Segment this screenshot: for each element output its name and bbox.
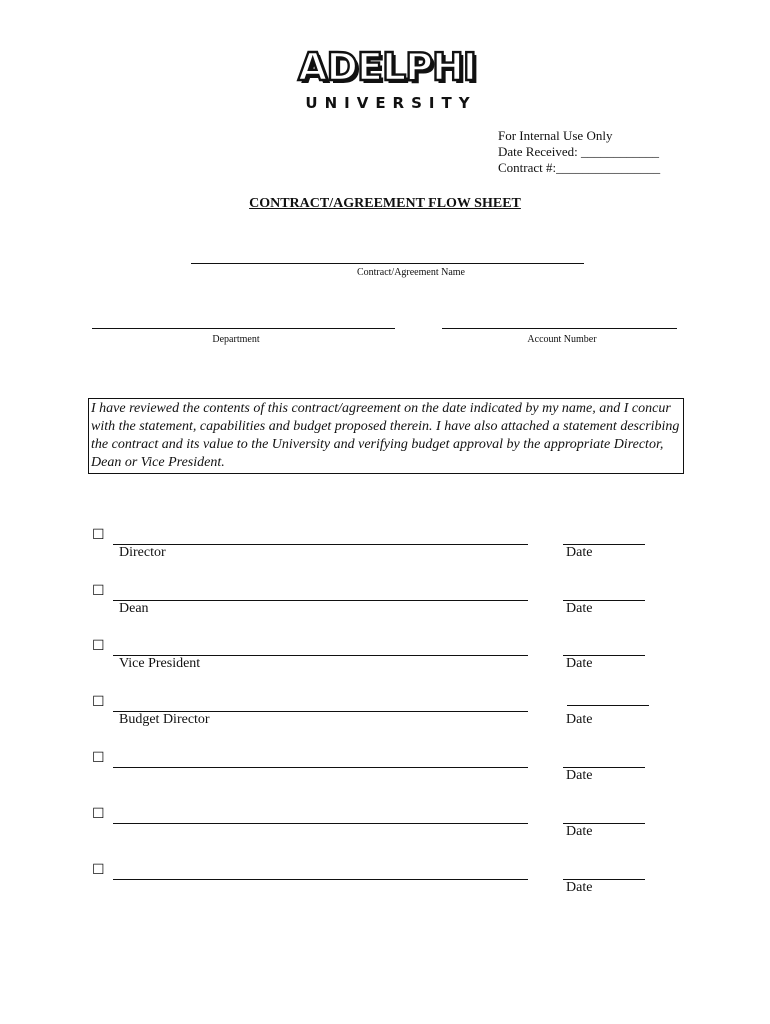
department-label: Department: [212, 334, 260, 345]
contract-number-field: Contract #:________________: [498, 160, 661, 175]
date-label: Date: [566, 880, 593, 895]
approval-checkbox[interactable]: ☐: [92, 806, 105, 822]
contract-name-label: Contract/Agreement Name: [356, 267, 465, 278]
department-line[interactable]: [92, 328, 395, 329]
page-title: CONTRACT/AGREEMENT FLOW SHEET: [249, 196, 521, 211]
logo-subtitle: UNIVERSITY: [305, 94, 477, 112]
signer-role-label: Vice President: [119, 656, 201, 671]
signature-line[interactable]: [113, 823, 528, 824]
date-label: Date: [566, 768, 593, 783]
internal-use-label: For Internal Use Only: [498, 128, 613, 143]
contract-name-line[interactable]: [191, 263, 584, 264]
approval-checkbox[interactable]: ☐: [92, 527, 105, 543]
approval-checkbox[interactable]: ☐: [92, 694, 105, 710]
signature-line[interactable]: [113, 600, 528, 601]
date-label: Date: [566, 601, 593, 616]
signature-line[interactable]: [113, 767, 528, 768]
logo-wordmark: ADELPHI: [298, 45, 476, 89]
date-received-field: Date Received: ____________: [498, 144, 660, 159]
date-label: Date: [566, 824, 593, 839]
signature-line[interactable]: [113, 879, 528, 880]
date-label: Date: [566, 656, 593, 671]
signer-role-label: Budget Director: [119, 712, 210, 727]
account-number-label: Account Number: [527, 334, 597, 345]
date-label: Date: [566, 545, 593, 560]
date-line[interactable]: [567, 705, 649, 706]
review-statement: I have reviewed the contents of this contract/agreement on the date indicated by my name, and I concur with the statement, capabilities and budget proposed therein. I have also attached a statement describing the contract and its value to the University and verifying budget approval by the appropriate Director, Dean or Vice President.: [88, 398, 684, 474]
signer-role-label: Director: [119, 545, 166, 560]
approval-checkbox[interactable]: ☐: [92, 862, 105, 878]
date-label: Date: [566, 712, 593, 727]
internal-use-block: [498, 128, 660, 176]
approval-checkbox[interactable]: ☐: [92, 583, 105, 599]
approval-checkbox[interactable]: ☐: [92, 638, 105, 654]
signer-role-label: Dean: [119, 601, 149, 616]
signature-line[interactable]: [113, 544, 528, 545]
adelphi-logo: [292, 46, 482, 112]
approval-checkbox[interactable]: ☐: [92, 750, 105, 766]
account-number-line[interactable]: [442, 328, 677, 329]
